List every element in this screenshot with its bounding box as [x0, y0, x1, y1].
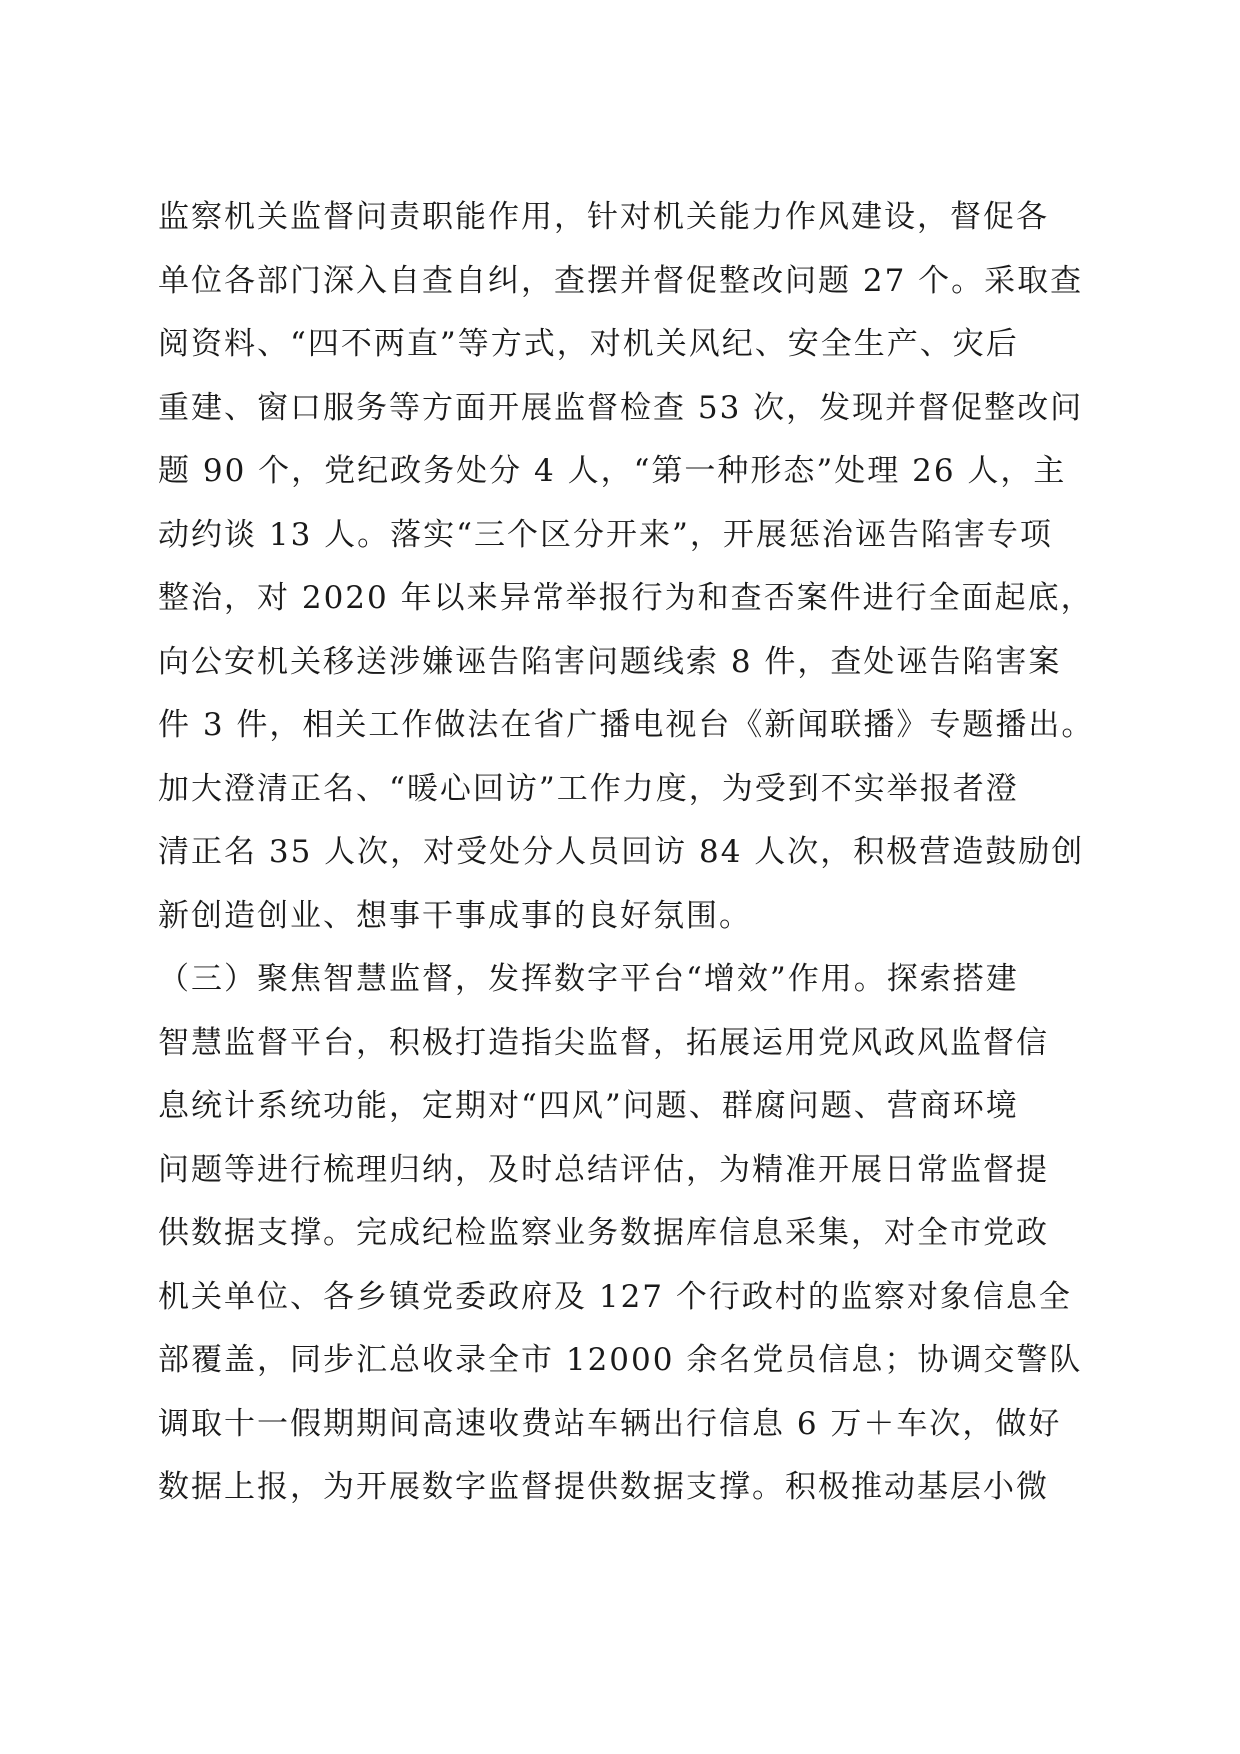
- text-line: 新创造创业、想事干事成事的良好氛围。: [158, 897, 752, 934]
- text-line: 重建、窗口服务等方面开展监督检查 53 次，发现并督促整改问: [158, 389, 1084, 426]
- text-line: 题 90 个，党纪政务处分 4 人，“第一种形态”处理 26 人，主: [158, 453, 1067, 489]
- text-line: 向公安机关移送涉嫌诬告陷害问题线索 8 件，查处诬告陷害案: [158, 643, 1062, 680]
- text-line: 清正名 35 人次，对受处分人员回访 84 人次，积极营造鼓励创: [158, 834, 1085, 870]
- text-line: 单位各部门深入自查自纠，查摆并督促整改问题 27 个。采取查: [158, 262, 1084, 299]
- text-line: 监察机关监督问责职能作用，针对机关能力作风建设，督促各: [158, 199, 1049, 235]
- text-line: 问题等进行梳理归纳，及时总结评估，为精准开展日常监督提: [158, 1151, 1049, 1188]
- text-line: 件 3 件，相关工作做法在省广播电视台《新闻联播》专题播出。: [158, 707, 1095, 743]
- body-text: [158, 186, 1098, 1520]
- text-line: 数据上报，为开展数字监督提供数据支撑。积极推动基层小微: [158, 1469, 1049, 1505]
- text-line: 阅资料、“四不两直”等方式，对机关风纪、安全生产、灾后: [158, 326, 1019, 362]
- text-line: 加大澄清正名、“暖心回访”工作力度，为受到不实举报者澄: [158, 770, 1019, 807]
- text-line: 智慧监督平台，积极打造指尖监督，拓展运用党风政风监督信: [158, 1024, 1049, 1061]
- text-line: 调取十一假期期间高速收费站车辆出行信息 6 万＋车次，做好: [158, 1405, 1062, 1442]
- text-line: 供数据支撑。完成纪检监察业务数据库信息采集，对全市党政: [158, 1215, 1049, 1251]
- text-line: 动约谈 13 人。落实“三个区分开来”，开展惩治诬告陷害专项: [158, 516, 1053, 553]
- text-line: 机关单位、各乡镇党委政府及 127 个行政村的监察对象信息全: [158, 1278, 1072, 1315]
- text-line: 整治，对 2020 年以来异常举报行为和查否案件进行全面起底，: [158, 580, 1094, 616]
- text-line: 部覆盖，同步汇总收录全市 12000 余名党员信息；协调交警队: [158, 1342, 1083, 1378]
- section-heading-line: （三）聚焦智慧监督，发挥数字平台“增效”作用。探索搭建: [158, 961, 1019, 997]
- text-line: 息统计系统功能，定期对“四风”问题、群腐问题、营商环境: [158, 1088, 1019, 1124]
